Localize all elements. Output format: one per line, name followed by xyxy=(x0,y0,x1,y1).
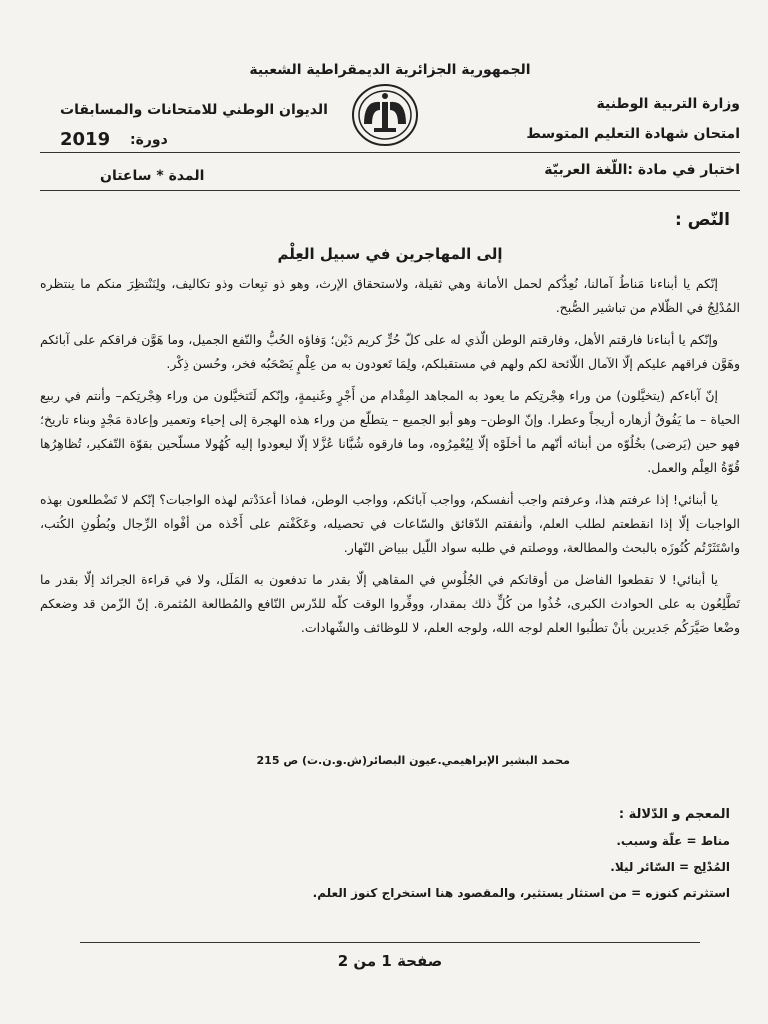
session-year: 2019 xyxy=(60,129,111,150)
office-label: الديوان الوطني للامتحانات والمسابقات xyxy=(60,102,328,118)
passage-paragraph: إنّ آباءكم (يتخيَّلون) من وراء هِجْرتِكم ما يعود به المجاهد المِقْدام من أَجْرٍ وغَنيمةٍ، وإنّكم لَتَتخيَّلون من وراء هِجْرتِكم– وأنتم في ربيع الحياة – ما يَفُوقُ أزهاره أريجاً وعطرا. وإنّ الوطن– وهو أبو الجميع – يتطلّع من وراء هذه الهجرة إلى إحياء وتعمير وإعادة مَجْدٍ وبناء تاريخ؛ فهو حين (يَرضى) بخُلُوّه من أبنائه أنّهم ما أخلَوْه إلّا لِيُعْمِرُوه، وما فارقوه شُبَّانا عُزَّلا إلّا ليعودوا إليه كُهُولا مسلّحين بقوّة التّفكير، تُظاهِرُها قُوّةُ العِلْم والعمل. xyxy=(40,388,740,475)
passage-source: محمد البشير الإبراهيمي.عيون البصائر(ش.و.ن.ت) ص 215 xyxy=(256,754,570,767)
footer-divider xyxy=(80,942,700,943)
duration-label: المدة * ساعتان xyxy=(100,168,205,184)
glossary-item: استثرتم كنوزه = من استثار يستثير، والمقصود هنا استخراج كنوز العلم. xyxy=(312,886,730,900)
subject-divider xyxy=(40,190,740,191)
ministry-label: وزارة التربية الوطنية xyxy=(596,96,740,112)
exam-label: امتحان شهادة التعليم المتوسط xyxy=(526,126,740,142)
header-divider xyxy=(40,152,740,153)
republic-title: الجمهورية الجزائرية الديمقراطية الشعبية xyxy=(249,62,531,78)
exam-logo-icon xyxy=(350,80,420,150)
passage-paragraph: وإنّكم يا أبناءنا فارقتم الأهل، وفارقتم الوطن الّذي له على كلّ حُرٍّ كريم دَيْن؛ وَفاؤه الحُبُّ والنّفع الجميل، وما هَوَّن فراقكم على آبائكم وهَوَّن فراقهم عليكم إلّا الآمال اللّائحة لكم ولهم في مستقبلكم، ولِمَا تَعودون به من عِلْمٍ يَصْحَبُه فخر، وحُسن ذِكْر. xyxy=(40,332,740,371)
glossary-section xyxy=(40,802,730,906)
text-section-label: النّص : xyxy=(674,210,730,230)
glossary-item: مناط = علّة وسبب. xyxy=(616,834,730,848)
passage-paragraph: يا أبنائي! لا تقطعوا الفاضل من أوقاتكم في الجُلُوسِ في المقاهي إلّا بقدر ما تدفعون به المَلَل، ولا في قراءة الجرائد إلّا بقدر ما تَطَّلِعُون به على الحوادث الكبرى، خُذُوا من كُلٍّ ذلك بمقدار، ووفِّروا الوقت كلّه للدّرس النّافع والمُطالعة المُثمرة. إنّ الزّمن قد وضعكم وضْعا صَيَّرَكُم جَديرين بأنْ تطلُبوا العلم لوجه الله، ولوجه العلم، لا للوظائف والشّهادات. xyxy=(40,572,740,635)
session-label: دورة: xyxy=(130,132,168,148)
glossary-item: المُدْلِج = السّائر ليلا. xyxy=(610,860,730,874)
subject-label: اختبار في مادة :اللّغة العربيّة xyxy=(544,162,740,178)
passage-paragraph: يا أبنائي! إذا عرفتم هذا، وعرفتم واجب أنفسكم، وواجب آبائكم، وواجب الوطن، فماذا أعدَدْتم لهذه الواجبات؟ إنّكم لا تَضْطلعون بهذه الواجبات إلّا إذا انقطعتم لطلب العلم، وأنفقتم الدّقائق والسّاعات في تحصيله، وعَكَفْتم على أَخْذه من أفْواه الرِّجال وبُطُونِ الكُتب، واسْتَثَرْتُم كُنُوزَه بالبحث والمطالعة، ووصلتم في طلبه سواد اللّيل ببياض النّهار. xyxy=(40,492,740,555)
passage-title: إلى المهاجرين في سبيل العِلْم xyxy=(277,245,503,263)
page-number: صفحة 1 من 2 xyxy=(337,952,443,970)
exam-page xyxy=(40,40,740,1000)
passage-paragraph: إنّكم يا أبناءنا مَناطُ آمالنا، نُعِدُّكم لحمل الأمانة وهي ثقيلة، ولاستحقاق الإرث، وهو ذو تبِعات وذو تكاليف، ولِنَنْتظِرَ منكم ما ينتظره المُدْلِجُ في الظّلام من تباشير الصُّبح. xyxy=(40,276,740,315)
passage-body xyxy=(40,272,740,648)
glossary-title: المعجم و الدّلالة : xyxy=(618,807,730,822)
